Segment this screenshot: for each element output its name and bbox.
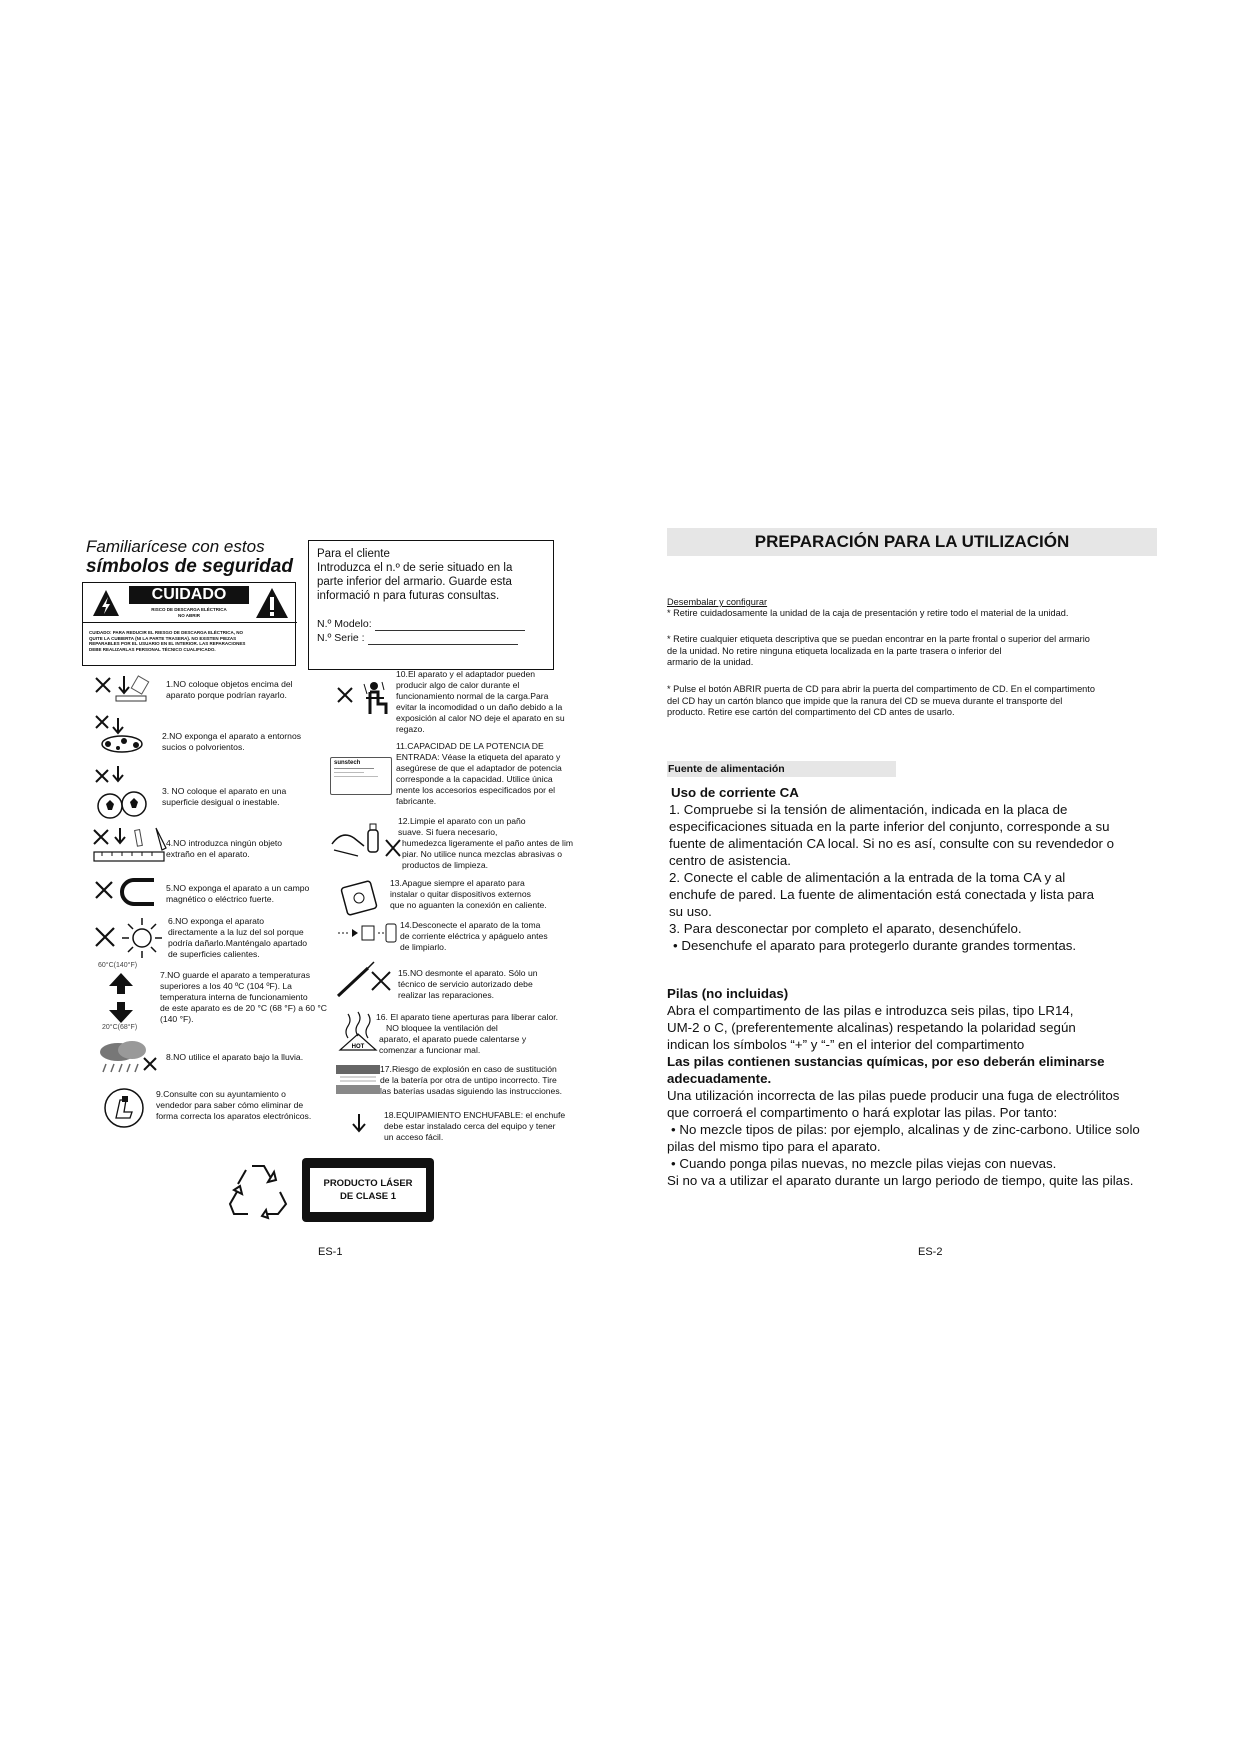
temperature-arrows-icon	[106, 972, 136, 1024]
rule-6: 6.NO exponga el aparato directamente a la luz del sol porque podría dañarlo.Manténgalo apartado de superficies calientes.	[168, 916, 308, 959]
model-row	[317, 617, 545, 631]
rule-14: 14.Desconecte el aparato de la toma de corriente eléctrica y apáguelo antes de limpiarlo.	[400, 920, 548, 952]
rule-1: 1.NO coloque objetos encima del aparato porque podrían rayarlo.	[166, 679, 293, 700]
temp-low-label: 20°C(68°F)	[102, 1024, 138, 1031]
battery-warning-line1: Las pilas contienen sustancias químicas, por eso deberán eliminarse	[667, 1054, 1105, 1069]
serial-row	[317, 631, 545, 645]
caution-sub1: RISCO DE DESCARGA ELÉCTRICA	[151, 607, 227, 612]
no-disassemble-icon	[334, 960, 396, 1000]
no-dust-icon	[94, 714, 148, 756]
serial-label: N.º Serie :	[317, 632, 365, 644]
rule-9: 9.Consulte con su ayuntamiento o vendedor para saber cómo eliminar de forma correcta los aparatos electrónicos.	[156, 1089, 312, 1121]
plug-down-icon	[348, 1112, 370, 1136]
rule-10: 10.El aparato y el adaptador pueden producir algo de calor durante el funcionamiento normal de la carga.Para evitar la incomodidad o un daño debido a la exposición al calor NO deje el aparato en su regazo.	[396, 669, 565, 734]
safety-title	[86, 537, 293, 578]
no-lap-icon	[336, 680, 392, 718]
model-field	[375, 621, 525, 631]
electric-warning-icon	[91, 588, 121, 618]
customer-line: informació n para futuras consultas.	[317, 590, 500, 602]
safety-title-line2: símbolos de seguridad	[86, 556, 293, 577]
battery-instructions: Abra el compartimento de las pilas e introduzca seis pilas, tipo LR14, UM-2 o C, (preferentemente alcalinas) respetando la polaridad según indican los símbolos “+” y “-” en el interior del compartimento Las pilas contienen sustancias químicas, por eso deberán eliminarse adecuadamente. Una utilización incorrecta de las pilas puede producir una fuga de electrólitos que corroerá el compartimento o hará explotar las pilas. Por tanto: • No mezcle tipos de pilas: por ejemplo, alcalinas y de zinc-carbono. Utilice solo pilas del mismo tipo para el aparato. • Cuando ponga pilas nuevas, no mezcle pilas viejas con nuevas. Si no va a utilizar el aparato durante un largo periodo de tiempo, quite las pilas.	[667, 1002, 1167, 1189]
caution-text: CUIDADO: PARA REDUCIR EL RIESGO DE DESCARGA ELÉCTRICA, NO QUITE LA CUBIERTA (NI LA PARTE TRASERA). NO EXISTEN PIEZAS REPARABLES POR EL USUARIO EN EL INTERIOR. LAS REPARACIONES DEBE REALIZARLAS PERSONAL TÉCNICO CUALIFICADO.	[89, 630, 246, 652]
unplug-icon	[336, 918, 398, 948]
rule-11: 11.CAPACIDAD DE LA POTENCIA DE ENTRADA: Véase la etiqueta del aparato y asegúrese de que el adaptador de potencia corresponde a la capacidad. Utilice única mente los accesorios especificados por el fabricante.	[396, 741, 562, 806]
cleaning-spray-icon	[328, 816, 404, 862]
page-number-left: ES-1	[318, 1246, 343, 1258]
unpack-heading: Desembalar y configurar	[667, 597, 768, 607]
rule-13: 13.Apague siempre el aparato para instalar o quitar dispositivos externos que no aguanten la conexión en caliente.	[390, 878, 547, 910]
customer-line: Para el cliente	[317, 548, 390, 560]
power-source-heading: Fuente de alimentación	[668, 763, 785, 775]
no-uneven-surface-icon	[94, 764, 148, 820]
ac-heading: Uso de corriente CA	[671, 785, 799, 800]
caution-heading: CUIDADO	[129, 586, 249, 604]
rule-3: 3. NO coloque el aparato en una superficie desigual o inestable.	[162, 786, 287, 807]
recycle-electronics-icon	[102, 1086, 146, 1130]
rule-15: 15.NO desmonte el aparato. Sólo un técnico de servicio autorizado debe realizar las reparaciones.	[398, 968, 538, 1000]
customer-line: parte inferior del armario. Guarde esta	[317, 576, 512, 588]
battery-heading: Pilas (no incluidas)	[667, 986, 789, 1001]
hot-label: HOT	[351, 1044, 365, 1050]
rule-12: 12.Limpie el aparato con un paño suave. Si fuera necesario, humedezca ligeramente el paño antes de lim piar. No utilice nunca mezclas abrasivas o productos de limpieza.	[398, 816, 574, 870]
unpack-paragraph-1: * Retire cuidadosamente la unidad de la caja de presentación y retire todo el material de la unidad.	[667, 608, 1069, 618]
laser-line2: DE CLASE 1	[340, 1191, 396, 1202]
ac-instructions: 1. Compruebe si la tensión de alimentación, indicada en la placa de especificaciones situada en la parte inferior del conjunto, corresponde a su fuente de alimentación CA local. Si no es así, consulte con su revendedor o centro de asistencia. 2. Conecte el cable de alimentación a la entrada de la toma CA y al enchufe de pared. La fuente de alimentación está conectada y lista para su uso. 3. Para desconectar por completo el aparato, desenchúfelo. • Desenchufe el aparato para protegerlo durante grandes tormentas.	[669, 802, 1114, 953]
rule-2: 2.NO exponga el aparato a entornos sucios o polvorientos.	[162, 731, 302, 752]
rule-17: 17.Riesgo de explosión en caso de sustitución de la batería por otra de untipo incorrecto. Tire las baterías usadas siguiendo las instrucciones.	[380, 1064, 563, 1096]
power-source-bar	[667, 761, 896, 777]
no-objects-icon	[94, 674, 152, 704]
rule-18: 18.EQUIPAMIENTO ENCHUFABLE: el enchufe debe estar instalado cerca del equipo y tener un acceso fácil.	[384, 1110, 566, 1142]
section-title: PREPARACIÓN PARA LA UTILIZACIÓN	[754, 532, 1070, 551]
power-label-icon	[330, 757, 392, 795]
no-rain-icon	[94, 1038, 160, 1078]
serial-field	[368, 635, 518, 645]
battery-warning-line2: adecuadamente.	[667, 1071, 772, 1086]
no-magnetic-field-icon	[94, 874, 160, 910]
customer-info-box	[308, 540, 554, 670]
safety-title-line1: Familiarícese con estos	[86, 537, 265, 556]
no-sunlight-icon	[94, 914, 166, 964]
laser-line1: PRODUCTO LÁSER	[323, 1178, 413, 1189]
caution-sub2: NO ABRIR	[177, 613, 201, 618]
laser-badge	[302, 1158, 434, 1222]
section-title-bar	[667, 528, 1157, 556]
rule-4: 4.NO introduzca ningún objeto extraño en el aparato.	[166, 838, 283, 859]
rule-7: 7.NO guarde el aparato a temperaturas superiores a los 40 ºC (104 ºF). La temperatura interna de funcionamiento de este aparato es de 20 °C (68 °F) a 60 °C (140 °F).	[160, 970, 327, 1024]
rule-5: 5.NO exponga el aparato a un campo magnético o eléctrico fuerte.	[166, 883, 310, 904]
customer-line: Introduzca el n.º de serie situado en la	[317, 562, 513, 574]
exclamation-warning-icon	[255, 587, 289, 619]
page-number-right: ES-2	[918, 1246, 943, 1258]
model-label: N.º Modelo:	[317, 618, 372, 630]
no-foreign-objects-icon	[92, 826, 170, 866]
power-off-device-icon	[340, 878, 380, 918]
unpack-paragraph-3: * Pulse el botón ABRIR puerta de CD para abrir la puerta del compartimento de CD. En el compartimento del CD hay un cartón blanco que impide que la ranura del CD se mueva durante el transporte del producto. Retire ese cartón del compartimento del CD antes de usarlo.	[667, 684, 1095, 717]
unpack-paragraph-2: * Retire cualquier etiqueta descriptiva que se puedan encontrar en la parte frontal o superior del armario de la unidad. No retire ninguna etiqueta localizada en la parte trasera o inferior del armario de la unidad.	[667, 634, 1090, 667]
rule-8: 8.NO utilice el aparato bajo la lluvia.	[166, 1052, 304, 1062]
caution-box	[82, 582, 296, 666]
battery-replacement-icon	[334, 1063, 384, 1097]
label-brand: sunstech	[334, 760, 361, 766]
recycle-icon	[226, 1158, 290, 1220]
rule-16: 16. El aparato tiene aperturas para liberar calor. NO bloquee la ventilación del aparato, el aparato puede calentarse y comenzar a funcionar mal.	[376, 1012, 559, 1055]
hot-surface-icon	[338, 1010, 378, 1052]
temp-high-label: 60°C(140°F)	[98, 962, 138, 969]
